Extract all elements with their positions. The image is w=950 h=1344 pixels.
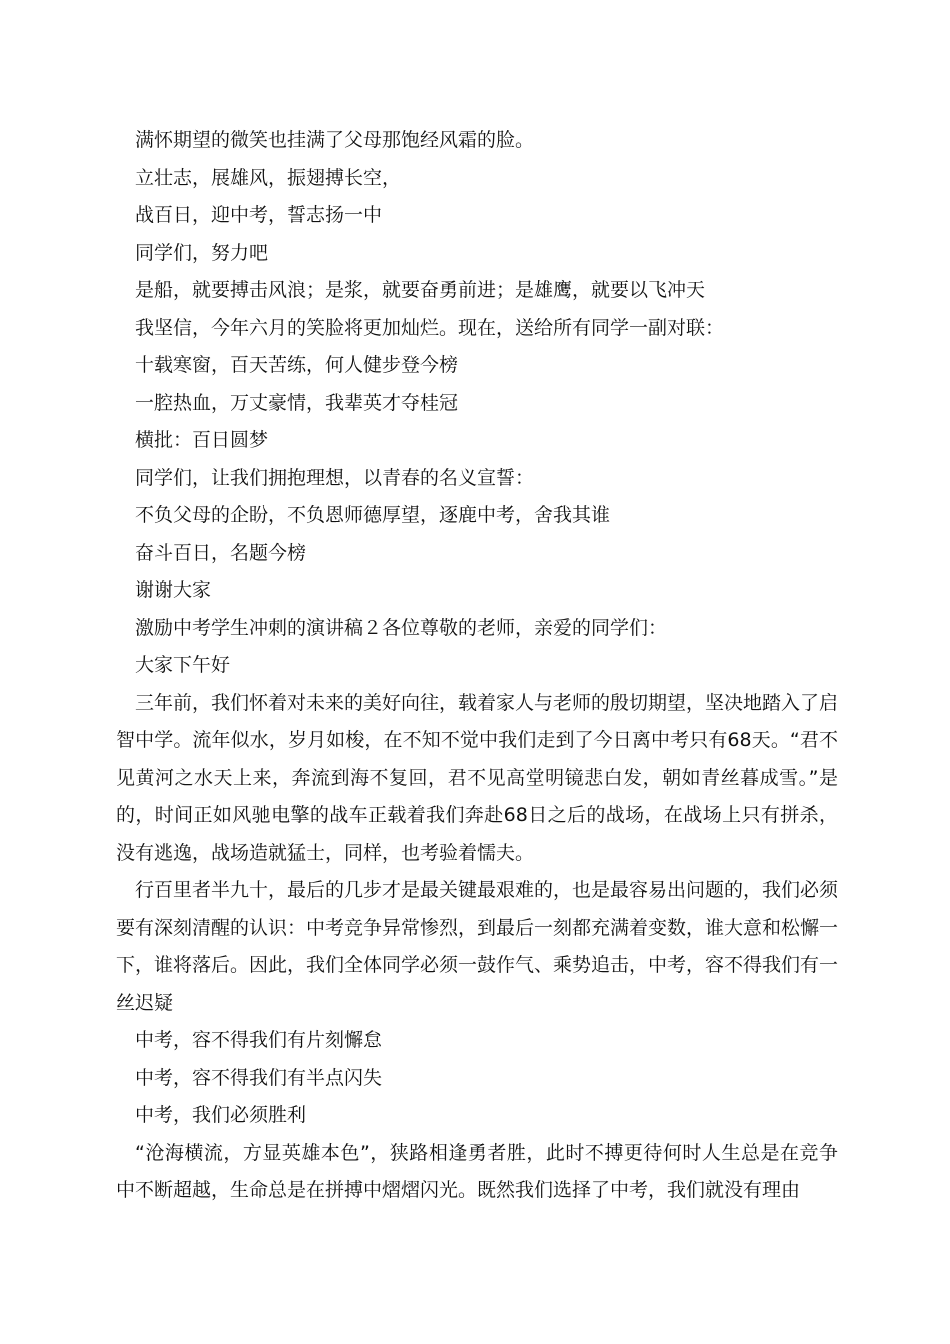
paragraph: 一腔热血，万丈豪情，我辈英才夺桂冠 — [135, 391, 459, 414]
paragraph: 立壮志，展雄风，振翅搏长空， — [135, 166, 402, 189]
paragraph: 不负父母的企盼，不负恩师德厚望，逐鹿中考，舍我其谁 — [135, 504, 611, 526]
paragraph: 十载寒窗，百天苦练，何人健步登今榜 — [135, 354, 459, 376]
paragraph: 三年前，我们怀着对未来的美好向往，载着家人与老师的殷切期望，坚决地踏入了启智中学。流年似水，岁月如梭，在不知不觉中我们走到了今日离中考只有68天。“君不见黄河之水天上来，奔流到海不复回，君不见高堂明镜悲白发，朝如青丝暮成雪。”是的，时间正如风驰电擎的战车正载着我们奔赴68日之后的战场，在战场上只有拼杀，没有逃逸，战场造就猛士，同样，也考验着懦夫。 — [116, 691, 839, 864]
paragraph: 满怀期望的微笑也挂满了父母那饱经风霜的脸。 — [135, 129, 535, 151]
paragraph: 我坚信，今年六月的笑脸将更加灿烂。现在，送给所有同学一副对联： — [135, 316, 725, 339]
paragraph: 同学们，努力吧 — [135, 241, 269, 264]
paragraph: 是船，就要搏击风浪；是浆，就要奋勇前进；是雄鹰，就要以飞冲天 — [135, 279, 706, 301]
paragraph: 中考，我们必须胜利 — [135, 1104, 307, 1126]
paragraph: 大家下午好 — [135, 654, 231, 676]
paragraph: 行百里者半九十，最后的几步才是最关键最艰难的，也是最容易出问题的，我们必须要有深刻清醒的认识：中考竞争异常惨烈，到最后一刻都充满着变数，谁大意和松懈一下，谁将落后。因此，我们全体同学必须一鼓作气、乘势追击，中考，容不得我们有一丝迟疑 — [116, 879, 839, 1014]
paragraph: 谢谢大家 — [135, 579, 212, 601]
paragraph: 同学们，让我们拥抱理想，以青春的名义宣誓： — [135, 466, 535, 489]
document-body — [116, 122, 838, 1210]
paragraph: 中考，容不得我们有半点闪失 — [135, 1066, 383, 1089]
paragraph: “沧海横流，方显英雄本色”，狭路相逢勇者胜，此时不搏更待何时人生总是在竞争中不断超越，生命总是在拼搏中熠熠闪光。既然我们选择了中考，我们就没有理由 — [116, 1141, 838, 1201]
paragraph: 战百日，迎中考，誓志扬一中 — [135, 204, 383, 226]
paragraph: 中考，容不得我们有片刻懈怠 — [135, 1029, 383, 1051]
paragraph: 横批：百日圆梦 — [135, 429, 269, 451]
paragraph: 奋斗百日，名题今榜 — [135, 541, 307, 564]
paragraph: 激励中考学生冲刺的演讲稿２各位尊敬的老师，亲爱的同学们： — [135, 616, 668, 639]
